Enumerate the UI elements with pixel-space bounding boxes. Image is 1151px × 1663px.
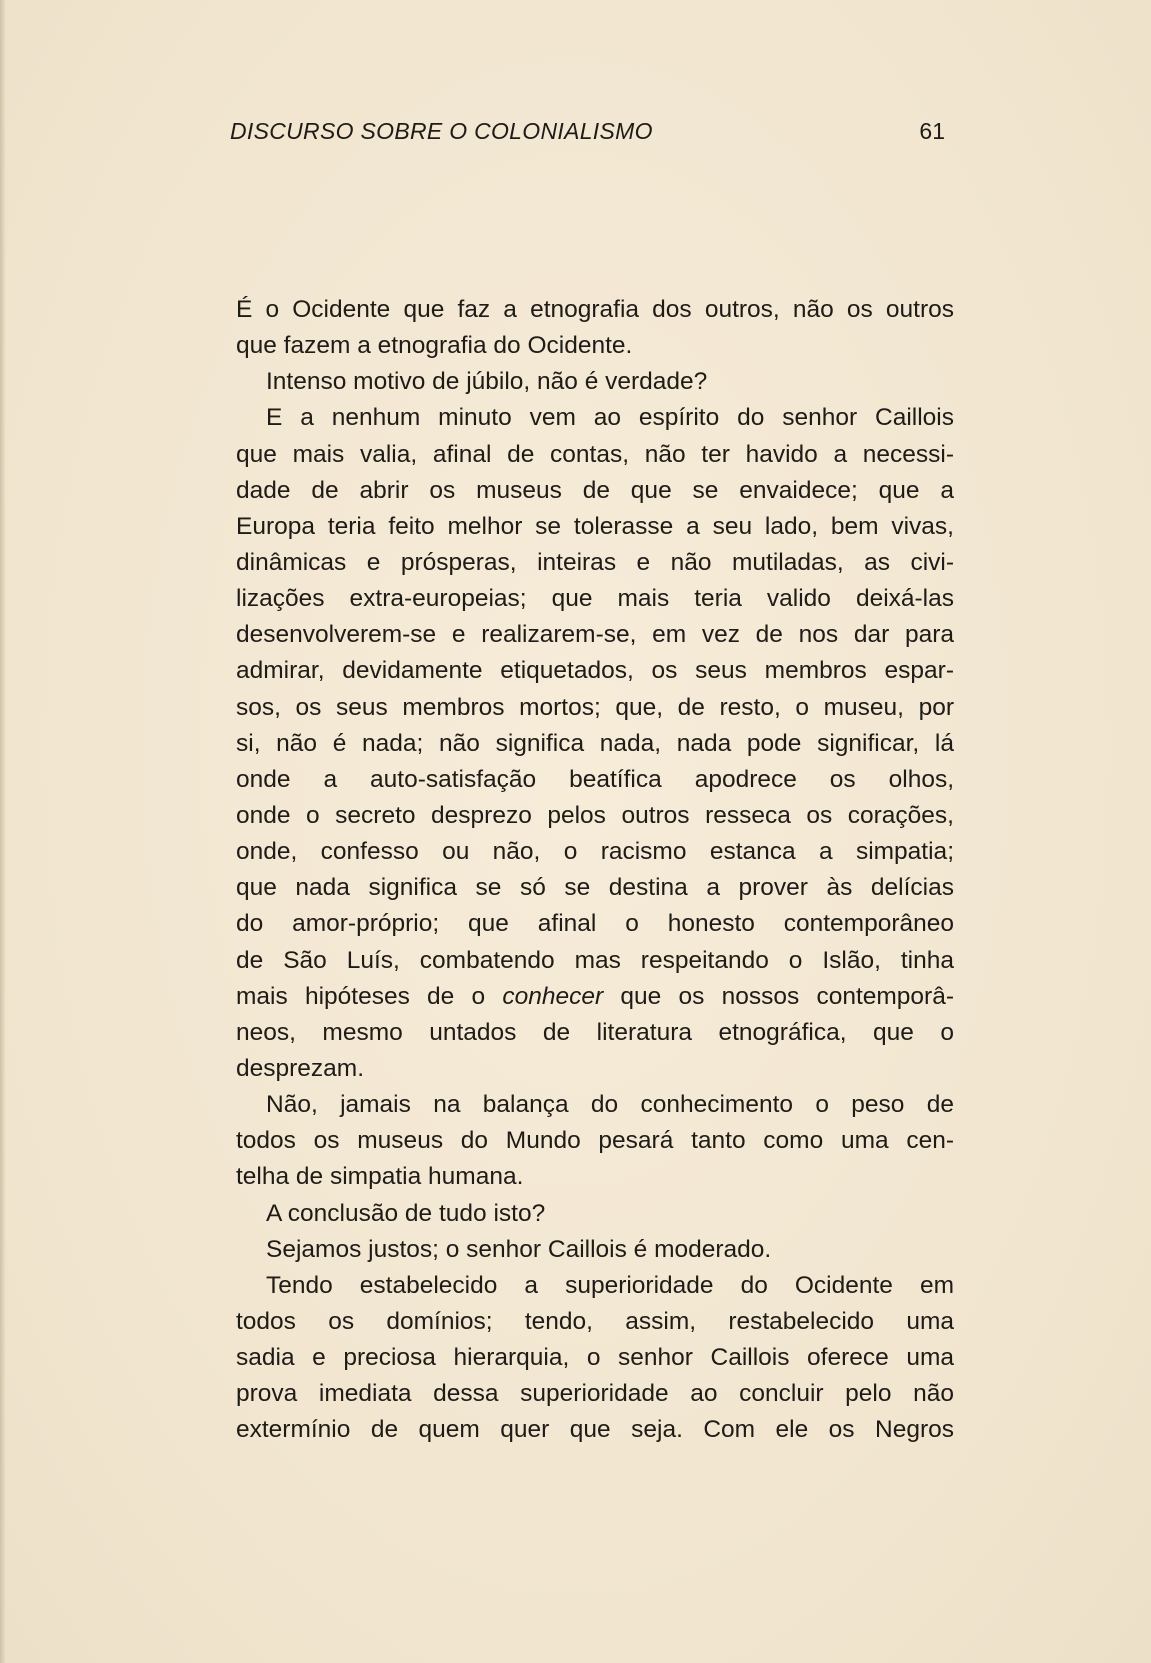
text-line: desenvolverem-se e realizarem-se, em vez de nos dar para bbox=[236, 621, 954, 649]
text-line: que fazem a etnografia do Ocidente. bbox=[236, 332, 633, 360]
text-line: de São Luís, combatendo mas respeitando o Islão, tinha bbox=[236, 946, 954, 974]
text-line: todos os museus do Mundo pesará tanto como uma cen- bbox=[236, 1127, 954, 1155]
text-line: sos, os seus membros mortos; que, de resto, o museu, por bbox=[236, 693, 954, 721]
text-line: dade de abrir os museus de que se envaidece; que a bbox=[236, 476, 954, 504]
text-line: si, não é nada; não significa nada, nada pode significar, lá bbox=[236, 729, 954, 757]
text-line: Sejamos justos; o senhor Caillois é moderado. bbox=[266, 1235, 772, 1263]
text-line: telha de simpatia humana. bbox=[236, 1163, 524, 1191]
text-line: Europa teria feito melhor se tolerasse a seu lado, bem vivas, bbox=[236, 512, 954, 540]
text-line: onde o secreto desprezo pelos outros resseca os corações, bbox=[236, 801, 954, 829]
text-line: extermínio de quem quer que seja. Com ele os Negros bbox=[236, 1416, 954, 1444]
text-line: desprezam. bbox=[236, 1054, 365, 1082]
text-line: Intenso motivo de júbilo, não é verdade? bbox=[266, 368, 708, 396]
text-line: A conclusão de tudo isto? bbox=[266, 1199, 546, 1227]
text-line: sadia e preciosa hierarquia, o senhor Caillois oferece uma bbox=[236, 1344, 954, 1372]
text-line: que nada significa se só se destina a prover às delícias bbox=[236, 874, 954, 902]
text-line: admirar, devidamente etiquetados, os seus membros espar- bbox=[236, 657, 954, 685]
emphasized-word: conhecer bbox=[502, 982, 604, 1010]
running-head: DISCURSO SOBRE O COLONIALISMO bbox=[230, 118, 653, 144]
page-number: 61 bbox=[919, 118, 945, 144]
text-line: É o Ocidente que faz a etnografia dos outros, não os outros bbox=[236, 296, 954, 323]
text-line: Não, jamais na balança do conhecimento o peso de bbox=[266, 1091, 954, 1119]
text-line: onde a auto-satisfação beatífica apodrece os olhos, bbox=[236, 765, 954, 793]
text-line: onde, confesso ou não, o racismo estanca a simpatia; bbox=[236, 838, 954, 866]
text-line: prova imediata dessa superioridade ao concluir pelo não bbox=[236, 1380, 954, 1408]
text-line: mais hipóteses de o conhecer que os nossos contemporâ- bbox=[236, 982, 954, 1010]
text-line: lizações extra-europeias; que mais teria valido deixá-las bbox=[236, 585, 954, 613]
page-header bbox=[230, 118, 945, 152]
body-text bbox=[236, 292, 954, 1449]
text-line: que mais valia, afinal de contas, não ter havido a necessi- bbox=[236, 440, 954, 468]
text-line: Tendo estabelecido a superioridade do Ocidente em bbox=[266, 1271, 954, 1299]
text-line: do amor-próprio; que afinal o honesto contemporâneo bbox=[236, 910, 954, 938]
text-line: neos, mesmo untados de literatura etnográfica, que o bbox=[236, 1018, 954, 1046]
text-line: dinâmicas e prósperas, inteiras e não mutiladas, as civi- bbox=[236, 548, 954, 576]
page-edge-shadow bbox=[0, 0, 6, 1663]
text-line: E a nenhum minuto vem ao espírito do senhor Caillois bbox=[266, 404, 954, 432]
text-line: todos os domínios; tendo, assim, restabelecido uma bbox=[236, 1307, 954, 1335]
